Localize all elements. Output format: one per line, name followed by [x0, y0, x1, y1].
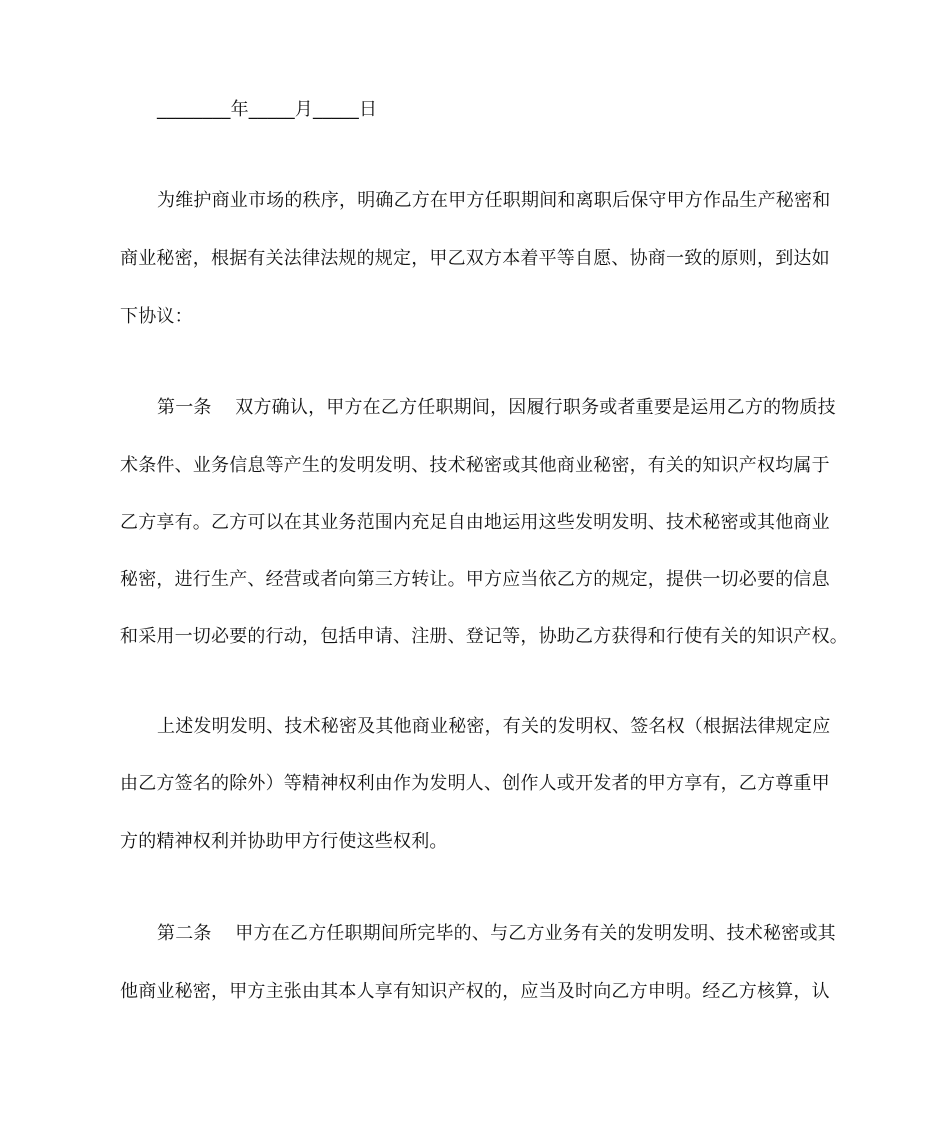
- article-1-line-1: 第一条 双方确认，甲方在乙方任职期间，因履行职务或者重要是运用乙方的物质技: [157, 397, 836, 418]
- article-2-line-2: 他商业秘密，甲方主张由其本人享有知识产权的，应当及时向乙方申明。经乙方核算，认: [120, 981, 830, 1002]
- preamble-line-3: 下协议：: [120, 306, 193, 327]
- article-2-line-1: 第二条 甲方在乙方任职期间所完毕的、与乙方业务有关的发明发明、技术秘密或其: [157, 923, 836, 944]
- preamble-line-2: 商业秘密，根据有关法律法规的规定，甲乙双方本着平等自愿、协商一致的原则，到达如: [120, 248, 830, 269]
- preamble-line-1: 为维护商业市场的秩序，明确乙方在甲方任职期间和离职后保守甲方作品生产秘密和: [157, 190, 831, 211]
- article-1-p2-line-1: 上述发明发明、技术秘密及其他商业秘密，有关的发明权、签名权（根据法律规定应: [157, 716, 831, 737]
- date-line: ________年_____月_____日: [157, 99, 378, 120]
- article-1-line-2: 术条件、业务信息等产生的发明发明、技术秘密或其他商业秘密，有关的知识产权均属于: [120, 455, 830, 476]
- article-1-line-5: 和采用一切必要的行动，包括申请、注册、登记等，协助乙方获得和行使有关的知识产权。: [120, 626, 848, 647]
- article-1-p2-line-2: 由乙方签名的除外）等精神权利由作为发明人、创作人或开发者的甲方享有，乙方尊重甲: [120, 773, 830, 794]
- article-1-p2-line-3: 方的精神权利并协助甲方行使这些权利。: [120, 831, 448, 852]
- article-1-line-3: 乙方享有。乙方可以在其业务范围内充足自由地运用这些发明发明、技术秘密或其他商业: [120, 512, 830, 533]
- article-1-line-4: 秘密，进行生产、经营或者向第三方转让。甲方应当依乙方的规定，提供一切必要的信息: [120, 569, 830, 590]
